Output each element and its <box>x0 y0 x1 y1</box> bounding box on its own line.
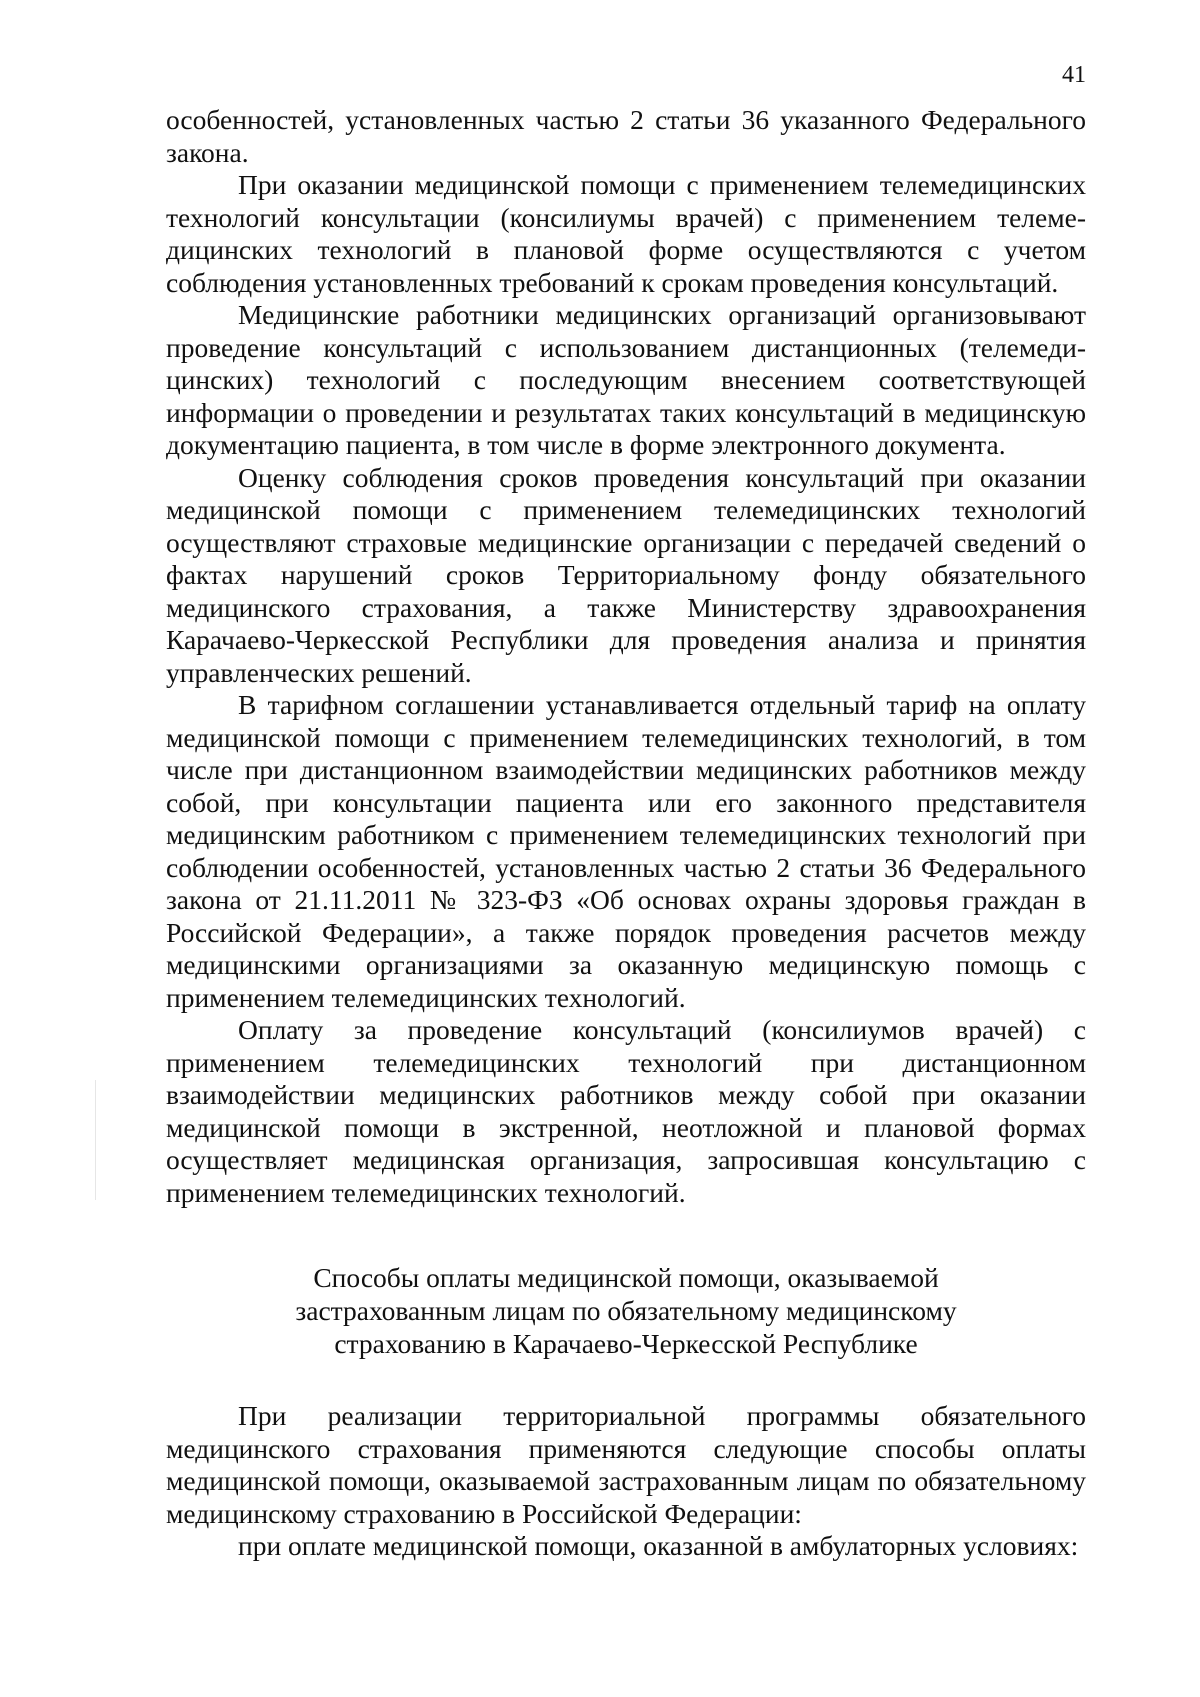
paragraph-outpatient-payment: при оплате медицинской помощи, оказанной в амбулаторных условиях: <box>238 1530 1079 1561</box>
paragraph-payment-methods: При реализации территориальной программы обязательного медицинского страхования применяются следующие способы оплаты медицинской помощи, оказываемой застрахованным лицам по обязательному медицинскому страхованию в Российской Федерации: <box>166 1400 1086 1529</box>
section-heading <box>166 1261 1086 1360</box>
section-heading-line: Способы оплаты медицинской помощи, оказываемой <box>313 1262 939 1293</box>
paragraph-telemedicine-consultations: При оказании медицинской помощи с применением телемедицинских технологий консультации (консилиумы врачей) с применением телеме-дицинских технологий в плановой форме осуществляются с учетом соблюдения установленных требований к срокам проведения консультаций. <box>166 169 1086 298</box>
page-number: 41 <box>1062 62 1086 88</box>
document-body <box>166 104 1086 1563</box>
paragraph-medical-workers: Медицинские работники медицинских организаций организовывают проведение консультаций с использованием дистанционных (телемеди-цинских) технологий с последующим внесением соответствующей информации о проведении и результатах таких консультаций в медицинскую документацию пациента, в том числе в форме электронного документа. <box>166 299 1086 460</box>
paragraph-deadline-assessment: Оценку соблюдения сроков проведения консультаций при оказании медицинской помощи с применением телемедицинских технологий осуществляют страховые медицинские организации с передачей сведений о фактах нарушений сроков Территориальному фонду обязательного медицинского страхования, а также Министерству здравоохранения Карачаево-Черкесской Республики для проведения анализа и принятия управленческих решений. <box>166 461 1086 688</box>
paragraph-consultation-payment: Оплату за проведение консультаций (консилиумов врачей) с применением телемедицинских технологий при дистанционном взаимодействии медицинских работников между собой при оказании медицинской помощи в экстренной, неотложной и плановой формах осуществляет медицинская организация, запросившая консультацию с применением телемедицинских технологий. <box>166 1014 1086 1208</box>
scan-artifact <box>95 1080 96 1200</box>
paragraph-continuation: особенностей, установленных частью 2 статьи 36 указанного Федерального закона. <box>166 104 1086 168</box>
section-heading-line: страхованию в Карачаево-Черкесской Республике <box>334 1328 918 1359</box>
section-heading-line: застрахованным лицам по обязательному медицинскому <box>295 1295 957 1326</box>
paragraph-tariff-agreement: В тарифном соглашении устанавливается отдельный тариф на оплату медицинской помощи с применением телемедицинских технологий, в том числе при дистанционном взаимодействии медицинских работников между собой, при консультации пациента или его законного представителя медицинским работником с применением телемедицинских технологий при соблюдении особенностей, установленных частью 2 статьи 36 Федерального закона от 21.11.2011 № 323-ФЗ «Об основах охраны здоровья граждан в Российской Федерации», а также порядок проведения расчетов между медицинскими организациями за оказанную медицинскую помощь с применением телемедицинских технологий. <box>166 689 1086 1013</box>
